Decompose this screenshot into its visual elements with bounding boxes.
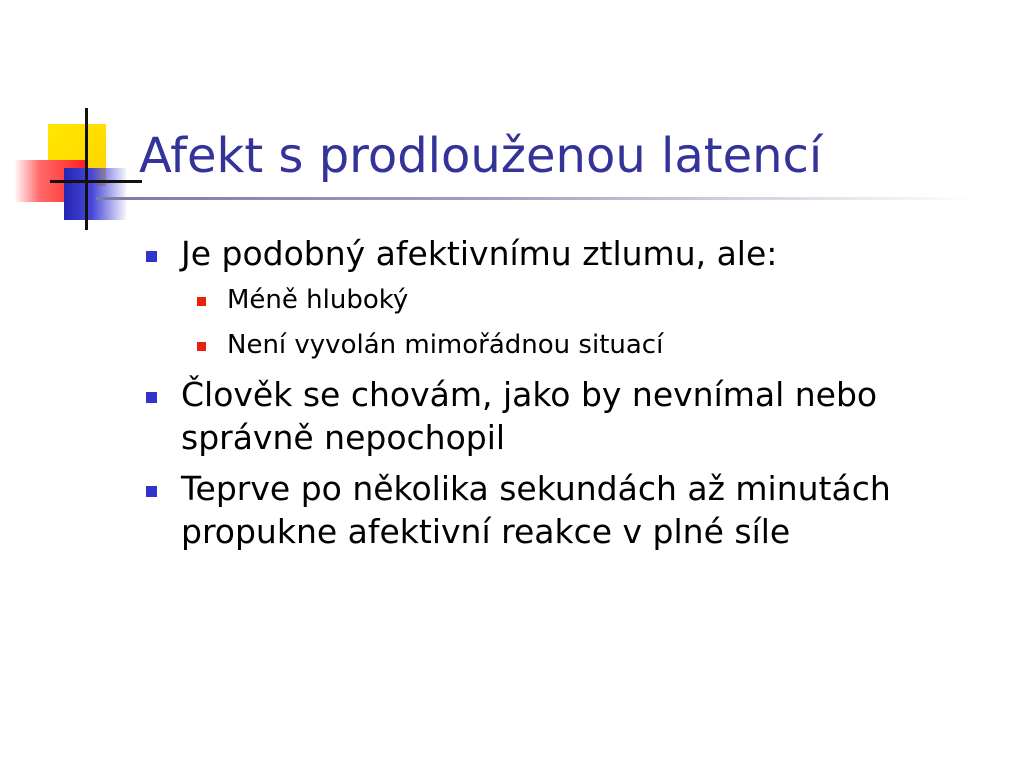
bullet-item-2 xyxy=(146,373,1006,459)
logo-blue-square xyxy=(64,168,126,220)
bullet-list xyxy=(146,232,1006,561)
bullet-square-icon xyxy=(146,486,157,497)
sub-bullet-text: Méně hluboký xyxy=(227,285,409,315)
bullet-item-3 xyxy=(146,467,1006,553)
logo-vertical-line xyxy=(85,108,88,230)
sub-bullet-text: Není vyvolán mimořádnou situací xyxy=(227,330,664,360)
slide-title: Afekt s prodlouženou latencí xyxy=(139,128,823,184)
bullet-square-icon xyxy=(146,392,157,403)
bullet-square-icon xyxy=(146,251,157,262)
sub-bullet-item-1 xyxy=(182,283,1006,317)
decorative-logo xyxy=(0,0,140,240)
bullet-item-1 xyxy=(146,232,1006,275)
sub-bullet-item-2 xyxy=(182,328,1006,362)
bullet-text: Teprve po několika sekundách až minutách propukne afektivní reakce v plné síle xyxy=(181,469,891,551)
sub-bullet-square-icon xyxy=(197,297,206,306)
logo-horizontal-line xyxy=(50,180,142,183)
bullet-text: Je podobný afektivnímu ztlumu, ale: xyxy=(181,234,778,273)
title-underline xyxy=(96,197,976,200)
sub-bullet-square-icon xyxy=(197,342,206,351)
bullet-text: Člověk se chovám, jako by nevnímal nebo správně nepochopil xyxy=(181,375,878,457)
sub-bullet-list xyxy=(146,283,1006,362)
